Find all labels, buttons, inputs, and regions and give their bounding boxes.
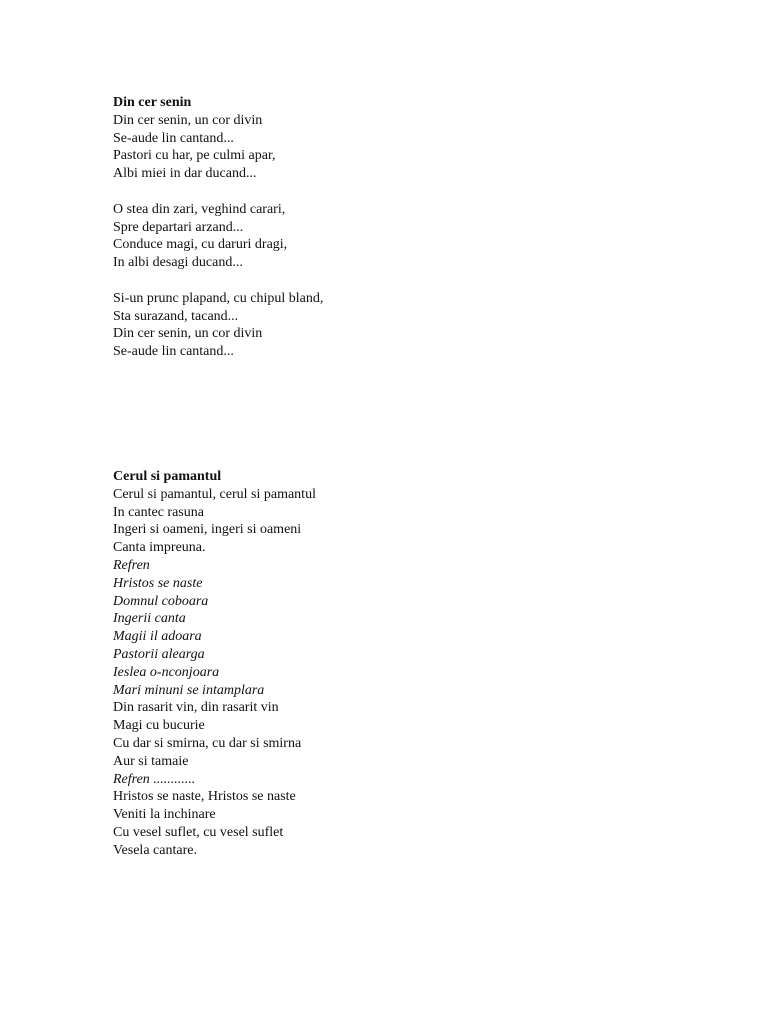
refrain-line: Refren <box>113 557 150 573</box>
lyric-line: Spre departari arzand... <box>113 219 244 235</box>
refrain-line: Pastorii alearga <box>113 646 205 662</box>
refrain-line: Refren ............ <box>113 771 196 787</box>
stanza-gap <box>113 272 323 290</box>
lyric-line: Magi cu bucurie <box>113 718 205 734</box>
lyric-line: Din cer senin, un cor divin <box>113 326 263 342</box>
lyric-line: In albi desagi ducand... <box>113 255 243 271</box>
refrain-line: Ingerii canta <box>113 611 186 627</box>
refrain-line: Hristos se naste <box>113 575 203 591</box>
stanza-2 <box>113 201 323 272</box>
lyric-line: Canta impreuna. <box>113 540 206 556</box>
refrain-line: Ieslea o-nconjoara <box>113 664 220 680</box>
refrain-line: Mari minuni se intamplara <box>113 682 265 698</box>
song-din-cer-senin <box>113 94 323 361</box>
song-title: Din cer senin <box>113 95 192 110</box>
lyric-line: Hristos se naste, Hristos se naste <box>113 789 296 805</box>
lyric-line: Conduce magi, cu daruri dragi, <box>113 237 288 253</box>
stanza-gap <box>113 183 323 201</box>
refrain-line: Magii il adoara <box>113 629 202 645</box>
song-title: Cerul si pamantul <box>113 469 222 484</box>
lyric-line: Si-un prunc plapand, cu chipul bland, <box>113 290 324 306</box>
lyric-line: Cerul si pamantul, cerul si pamantul <box>113 486 316 502</box>
lyric-line: Cu vesel suflet, cu vesel suflet <box>113 824 284 840</box>
lyric-line: Ingeri si oameni, ingeri si oameni <box>113 522 302 538</box>
stanza-1 <box>113 112 323 183</box>
lyric-line: Vesela cantare. <box>113 842 197 858</box>
refrain-line: Domnul coboara <box>113 593 209 609</box>
lyric-line: Veniti la inchinare <box>113 807 216 823</box>
lyric-line: Sta surazand, tacand... <box>113 308 239 324</box>
lyric-line: O stea din zari, veghind carari, <box>113 201 286 217</box>
lyric-line: Din cer senin, un cor divin <box>113 112 263 128</box>
lyric-line: Se-aude lin cantand... <box>113 130 234 146</box>
lyric-line: Albi miei in dar ducand... <box>113 166 257 182</box>
song-lyrics <box>113 486 316 860</box>
lyric-line: Din rasarit vin, din rasarit vin <box>113 700 279 716</box>
lyric-line: Se-aude lin cantand... <box>113 344 234 360</box>
lyric-line: Aur si tamaie <box>113 753 189 769</box>
song-cerul-si-pamantul <box>113 468 316 860</box>
lyric-line: Cu dar si smirna, cu dar si smirna <box>113 735 302 751</box>
lyric-line: Pastori cu har, pe culmi apar, <box>113 148 276 164</box>
stanza-3 <box>113 290 323 361</box>
lyric-line: In cantec rasuna <box>113 504 204 520</box>
